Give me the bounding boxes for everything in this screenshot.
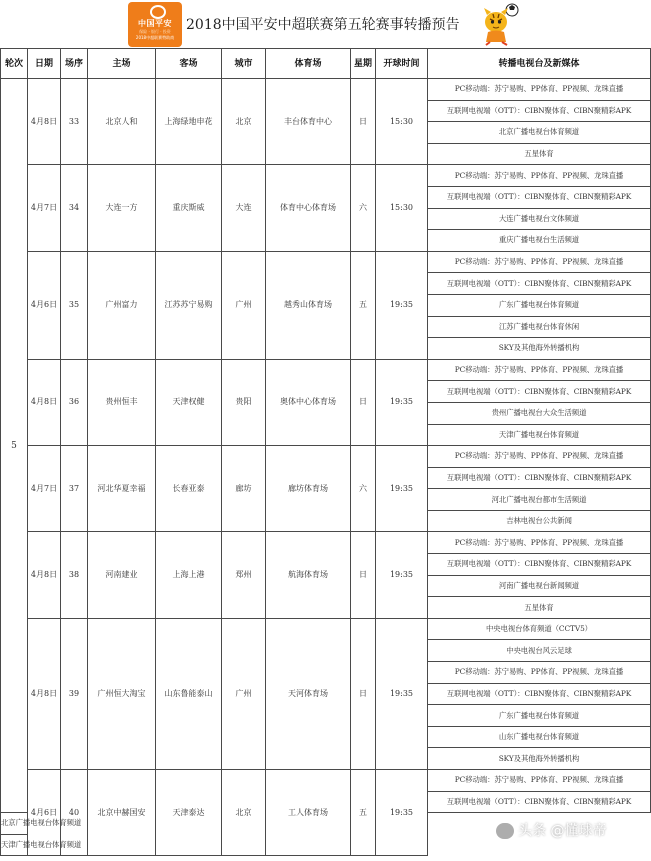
broadcaster-cell: 中央电视台风云足球: [428, 640, 651, 662]
table-row: [1, 618, 651, 640]
kickoff-cell: 19:35: [376, 532, 428, 618]
table-row: [1, 532, 651, 554]
home-team-cell: 大连一方: [88, 165, 156, 251]
match-no-cell: 36: [61, 359, 88, 445]
weekday-cell: 日: [351, 532, 376, 618]
match-no-cell: 33: [61, 79, 88, 165]
table-row: [1, 770, 651, 792]
weekday-cell: 日: [351, 618, 376, 769]
broadcaster-cell: PC移动端：苏宁易购、PP体育、PP视频、龙珠直播: [428, 446, 651, 468]
away-team-cell: 长春亚泰: [156, 446, 222, 532]
page-title: 2018中国平安中超联赛第五轮赛事转播预告: [186, 17, 460, 33]
table-row: [1, 359, 651, 381]
broadcaster-cell: PC移动端：苏宁易购、PP体育、PP视频、龙珠直播: [428, 359, 651, 381]
weekday-cell: 日: [351, 79, 376, 165]
kickoff-cell: 19:35: [376, 251, 428, 359]
broadcaster-cell: 大连广播电视台文体频道: [428, 208, 651, 230]
table-header: [1, 49, 651, 79]
page-header: [0, 0, 650, 48]
date-cell: 4月8日: [28, 359, 61, 445]
kickoff-cell: 15:30: [376, 165, 428, 251]
broadcaster-cell: 山东广播电视台体育频道: [428, 726, 651, 748]
broadcaster-cell: 互联网电视端（OTT）：CIBN聚体育、CIBN聚精彩APK: [428, 683, 651, 705]
home-team-cell: 河北华夏幸福: [88, 446, 156, 532]
broadcaster-cell: 北京广播电视台体育频道: [1, 813, 28, 835]
broadcaster-cell: 贵州广播电视台大众生活频道: [428, 402, 651, 424]
away-team-cell: 上海绿地申花: [156, 79, 222, 165]
match-no-cell: 39: [61, 618, 88, 769]
away-team-cell: 重庆斯威: [156, 165, 222, 251]
weekday-cell: 日: [351, 359, 376, 445]
broadcaster-cell: 互联网电视端（OTT）：CIBN聚体育、CIBN聚精彩APK: [428, 791, 651, 813]
stadium-cell: 越秀山体育场: [266, 251, 351, 359]
home-team-cell: 北京中赫国安: [88, 770, 156, 856]
broadcaster-cell: 互联网电视端（OTT）：CIBN聚体育、CIBN聚精彩APK: [428, 467, 651, 489]
home-team-cell: 广州恒大淘宝: [88, 618, 156, 769]
city-cell: 贵阳: [222, 359, 266, 445]
watermark-text: 头条 @懂球帝: [518, 823, 607, 839]
logo-footer: 2018中超联赛赞助商: [135, 35, 175, 40]
broadcaster-cell: PC移动端：苏宁易购、PP体育、PP视频、龙珠直播: [428, 532, 651, 554]
table-row: [1, 251, 651, 273]
broadcaster-cell: 五星体育: [428, 143, 651, 165]
date-cell: 4月8日: [28, 79, 61, 165]
broadcaster-cell: 吉林电视台公共新闻: [428, 510, 651, 532]
round-cell: 5: [1, 79, 28, 813]
broadcaster-cell: 五星体育: [428, 597, 651, 619]
broadcaster-cell: PC移动端：苏宁易购、PP体育、PP视频、龙珠直播: [428, 79, 651, 101]
broadcaster-cell: 互联网电视端（OTT）：CIBN聚体育、CIBN聚精彩APK: [428, 381, 651, 403]
csl-ring-icon: [150, 5, 166, 19]
broadcaster-cell: PC移动端：苏宁易购、PP体育、PP视频、龙珠直播: [428, 251, 651, 273]
city-cell: 郑州: [222, 532, 266, 618]
header-broadcasters: 转播电视台及新媒体: [428, 49, 651, 79]
match-no-cell: 34: [61, 165, 88, 251]
stadium-cell: 航海体育场: [266, 532, 351, 618]
stadium-cell: 丰台体育中心: [266, 79, 351, 165]
weekday-cell: 五: [351, 251, 376, 359]
logo-subtext: 保险 · 银行 · 投资: [139, 29, 171, 34]
broadcaster-cell: PC移动端：苏宁易购、PP体育、PP视频、龙珠直播: [428, 165, 651, 187]
date-cell: 4月8日: [28, 618, 61, 769]
date-cell: 4月6日: [28, 251, 61, 359]
tiger-mascot-icon: [476, 2, 520, 46]
broadcaster-cell: 河南广播电视台新闻频道: [428, 575, 651, 597]
city-cell: 廊坊: [222, 446, 266, 532]
away-team-cell: 天津权健: [156, 359, 222, 445]
header-match-no: 场序: [61, 49, 88, 79]
date-cell: 4月7日: [28, 165, 61, 251]
header-away: 客场: [156, 49, 222, 79]
kickoff-cell: 15:30: [376, 79, 428, 165]
broadcaster-cell: 天津广播电视台体育频道: [428, 424, 651, 446]
date-cell: 4月8日: [28, 532, 61, 618]
logo-text: 中国平安: [138, 19, 172, 28]
chat-bubble-icon: [496, 823, 514, 839]
match-no-cell: 40: [61, 770, 88, 856]
broadcaster-cell: SKY及其他海外转播机构: [428, 748, 651, 770]
away-team-cell: 山东鲁能泰山: [156, 618, 222, 769]
header-home: 主场: [88, 49, 156, 79]
broadcaster-cell: 互联网电视端（OTT）：CIBN聚体育、CIBN聚精彩APK: [428, 554, 651, 576]
header-stadium: 体育场: [266, 49, 351, 79]
table-row: [1, 446, 651, 468]
ping-an-logo: [128, 2, 182, 47]
city-cell: 北京: [222, 770, 266, 856]
broadcaster-cell: 广东广播电视台体育频道: [428, 294, 651, 316]
match-no-cell: 37: [61, 446, 88, 532]
date-cell: 4月6日: [28, 770, 61, 856]
kickoff-cell: 19:35: [376, 359, 428, 445]
weekday-cell: 六: [351, 446, 376, 532]
broadcaster-cell: 广东广播电视台体育频道: [428, 705, 651, 727]
stadium-cell: 廊坊体育场: [266, 446, 351, 532]
header-weekday: 星期: [351, 49, 376, 79]
broadcaster-cell: 河北广播电视台都市生活频道: [428, 489, 651, 511]
stadium-cell: 工人体育场: [266, 770, 351, 856]
weekday-cell: 六: [351, 165, 376, 251]
city-cell: 广州: [222, 251, 266, 359]
table-row: [1, 79, 651, 101]
city-cell: 北京: [222, 79, 266, 165]
broadcaster-cell: 互联网电视端（OTT）：CIBN聚体育、CIBN聚精彩APK: [428, 186, 651, 208]
broadcaster-cell: 中央电视台体育频道（CCTV5）: [428, 618, 651, 640]
header-kickoff: 开球时间: [376, 49, 428, 79]
table-row: [1, 165, 651, 187]
broadcaster-cell: 互联网电视端（OTT）：CIBN聚体育、CIBN聚精彩APK: [428, 273, 651, 295]
kickoff-cell: 19:35: [376, 446, 428, 532]
broadcaster-cell: 互联网电视端（OTT）：CIBN聚体育、CIBN聚精彩APK: [428, 100, 651, 122]
weekday-cell: 五: [351, 770, 376, 856]
away-team-cell: 天津泰达: [156, 770, 222, 856]
broadcaster-cell: 北京广播电视台体育频道: [428, 122, 651, 144]
broadcaster-cell: SKY及其他海外转播机构: [428, 338, 651, 360]
stadium-cell: 体育中心体育场: [266, 165, 351, 251]
header-city: 城市: [222, 49, 266, 79]
header-round: 轮次: [1, 49, 28, 79]
city-cell: 大连: [222, 165, 266, 251]
kickoff-cell: 19:35: [376, 618, 428, 769]
away-team-cell: 上海上港: [156, 532, 222, 618]
stadium-cell: 天河体育场: [266, 618, 351, 769]
header-date: 日期: [28, 49, 61, 79]
home-team-cell: 广州富力: [88, 251, 156, 359]
home-team-cell: 河南建业: [88, 532, 156, 618]
match-no-cell: 38: [61, 532, 88, 618]
match-no-cell: 35: [61, 251, 88, 359]
city-cell: 广州: [222, 618, 266, 769]
watermark: [496, 820, 606, 840]
stadium-cell: 奥体中心体育场: [266, 359, 351, 445]
broadcaster-cell: 江苏广播电视台体育休闲: [428, 316, 651, 338]
kickoff-cell: 19:35: [376, 770, 428, 856]
date-cell: 4月7日: [28, 446, 61, 532]
broadcaster-cell: PC移动端：苏宁易购、PP体育、PP视频、龙珠直播: [428, 770, 651, 792]
broadcast-schedule-table: [0, 48, 651, 856]
broadcaster-cell: PC移动端：苏宁易购、PP体育、PP视频、龙珠直播: [428, 662, 651, 684]
home-team-cell: 北京人和: [88, 79, 156, 165]
broadcaster-cell: 重庆广播电视台生活频道: [428, 230, 651, 252]
away-team-cell: 江苏苏宁易购: [156, 251, 222, 359]
broadcaster-cell: 天津广播电视台体育频道: [1, 834, 28, 856]
home-team-cell: 贵州恒丰: [88, 359, 156, 445]
